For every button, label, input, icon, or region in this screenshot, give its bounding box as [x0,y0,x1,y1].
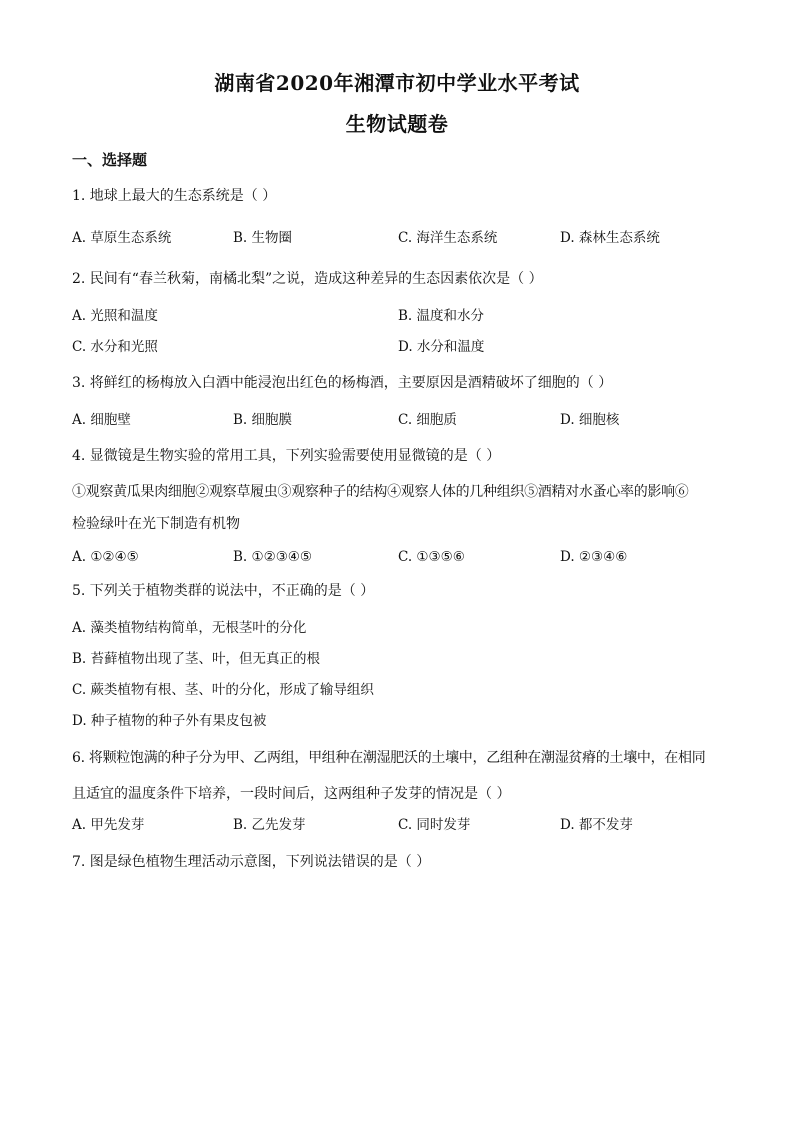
question-4-body-line-1: ①观察黄瓜果肉细胞②观察草履虫③观察种子的结构④观察人体的几种组织⑤酒精对水蚤心率的影响⑥ [72,484,689,500]
question-6-option-d: D. 都不发芽 [560,817,633,833]
question-6-stem-line-1: 6. 将颗粒饱满的种子分为甲、乙两组，甲组种在潮湿肥沃的土壤中，乙组种在潮湿贫瘠的土壤中，在相同 [72,750,706,766]
question-1-option-b: B. 生物圈 [233,230,293,246]
question-3-option-c: C. 细胞质 [398,412,457,428]
exam-title: 湖南省2020年湘潭市初中学业水平考试 [214,71,580,95]
question-1-option-c: C. 海洋生态系统 [398,230,498,246]
question-2-option-a: A. 光照和温度 [72,308,158,324]
question-5-option-b: B. 苔藓植物出现了茎、叶，但无真正的根 [72,651,321,667]
question-2-option-d: D. 水分和温度 [398,339,485,355]
section-heading: 一、选择题 [72,151,148,169]
question-2-stem: 2. 民间有“春兰秋菊，南橘北梨”之说，造成这种差异的生态因素依次是（ ） [72,271,543,287]
question-2-option-c: C. 水分和光照 [72,339,158,355]
question-6-option-c: C. 同时发芽 [398,817,471,833]
question-5-stem: 5. 下列关于植物类群的说法中，不正确的是（ ） [72,583,375,599]
question-6-stem-line-2: 且适宜的温度条件下培养，一段时间后，这两组种子发芽的情况是（ ） [72,786,511,802]
question-3-option-d: D. 细胞核 [560,412,620,428]
question-4-stem: 4. 显微镜是生物实验的常用工具，下列实验需要使用显微镜的是（ ） [72,448,501,464]
question-3-stem: 3. 将鲜红的杨梅放入白酒中能浸泡出红色的杨梅酒，主要原因是酒精破坏了细胞的（ ） [72,375,613,391]
question-6-option-a: A. 甲先发芽 [72,817,145,833]
question-3-option-b: B. 细胞膜 [233,412,293,428]
question-3-option-a: A. 细胞壁 [72,412,131,428]
question-5-option-c: C. 蕨类植物有根、茎、叶的分化，形成了输导组织 [72,682,374,698]
question-4-option-a: A. ①②④⑤ [72,549,139,565]
question-5-option-a: A. 藻类植物结构简单，无根茎叶的分化 [72,620,307,636]
question-1-stem: 1. 地球上最大的生态系统是（ ） [72,188,277,204]
question-1-option-d: D. 森林生态系统 [560,230,660,246]
question-7-stem: 7. 图是绿色植物生理活动示意图，下列说法错误的是（ ） [72,854,431,870]
question-5-option-d: D. 种子植物的种子外有果皮包被 [72,713,267,729]
question-4-body-line-2: 检验绿叶在光下制造有机物 [72,516,240,532]
question-6-option-b: B. 乙先发芽 [233,817,306,833]
question-4-option-c: C. ①③⑤⑥ [398,549,465,565]
question-4-option-b: B. ①②③④⑤ [233,549,313,565]
question-1-option-a: A. 草原生态系统 [72,230,172,246]
question-4-option-d: D. ②③④⑥ [560,549,628,565]
exam-subtitle: 生物试题卷 [345,112,449,136]
question-2-option-b: B. 温度和水分 [398,308,485,324]
